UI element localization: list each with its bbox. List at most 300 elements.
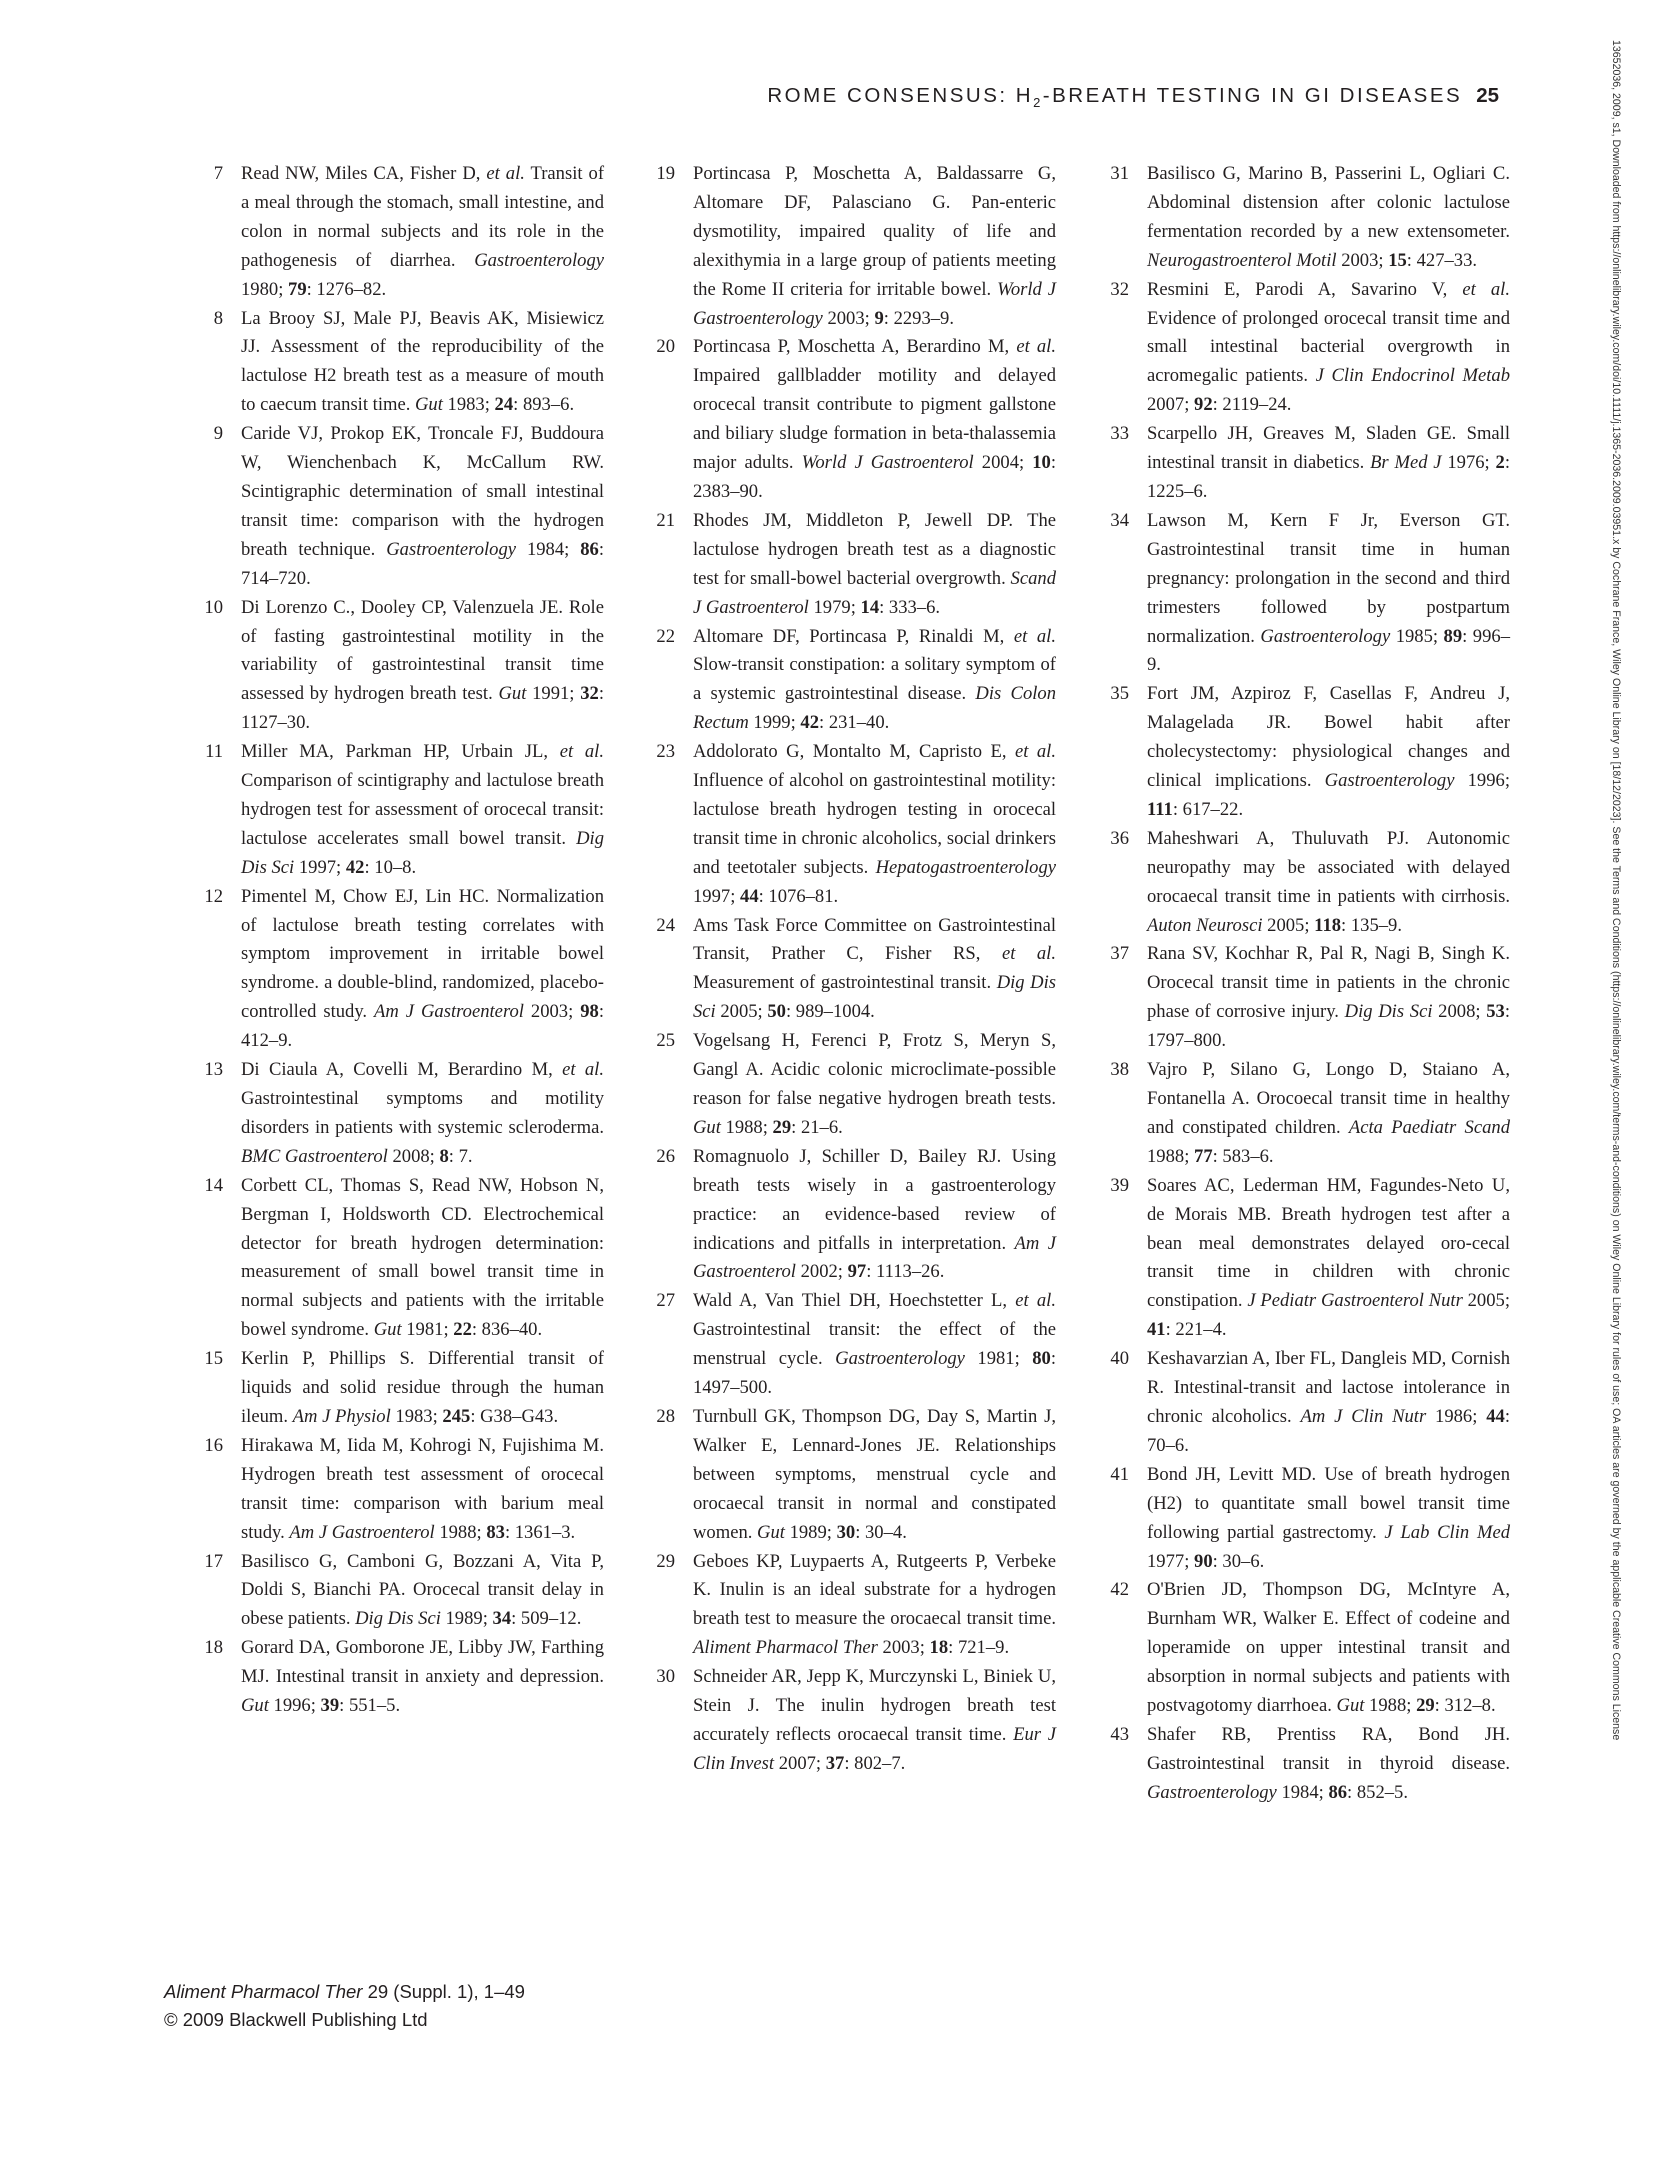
reference-title: Slow-transit constipation: a solitary symptom of a systemic gastrointestinal disease. — [693, 654, 1056, 705]
reference-journal: Eur J Clin Invest — [693, 1723, 1056, 1774]
reference-entry — [651, 1663, 1056, 1779]
reference-title: Influence of alcohol on gastrointestinal motility: lactulose breath hydrogen testing in orocecal transit time in chronic alcoholics, social drinkers and teetotaler subjects. — [693, 770, 1056, 878]
reference-title: Abdominal distension after colonic lactulose fermentation recorded by a new extensometer. — [1147, 191, 1510, 242]
reference-volume: 44 — [740, 885, 759, 907]
reference-authors: Addolorato G, Montalto M, Capristo E, — [693, 741, 1015, 763]
reference-volume: 89 — [1443, 625, 1463, 647]
reference-title: Orocecal transit delay in obese patients. — [241, 1579, 604, 1630]
download-notice: 13652036, 2009, s1, Downloaded from https://onlinelibrary.wiley.com/doi/10.1111/j.1365-2036.2009.03951.x by Cochrane France, Wiley Online Library on [18/12/2023]. See the Terms and Conditions (https://onlinelibrary.wiley.com/terms-and-conditions) on Wiley Online Library for rules of use; OA articles are governed by the applicable Creative Commons License — [1610, 40, 1622, 1741]
reference-pages: : 617–22. — [1172, 798, 1244, 820]
reference-pages: : 1497–500. — [693, 1348, 1056, 1399]
reference-volume: 50 — [767, 1001, 786, 1023]
reference-pages: : 70–6. — [1147, 1405, 1510, 1456]
reference-journal: Dig Dis Sci — [693, 972, 1056, 1023]
reference-entry — [651, 1143, 1056, 1288]
reference-title: Intestinal transit in anxiety and depression. — [269, 1666, 604, 1688]
reference-title: Gastrointestinal transit time in human pregnancy: prolongation in the second and third trimesters followed by postpartum normalization. — [1147, 538, 1510, 647]
reference-year: 2003; — [877, 1637, 930, 1659]
reference-number: 15 — [204, 1348, 223, 1370]
reference-year: 1996; — [1454, 770, 1510, 792]
reference-authors: O'Brien JD, Thompson DG, McIntyre A, Burnham WR, Walker E. — [1147, 1579, 1510, 1630]
reference-journal: Gut — [498, 683, 527, 705]
reference-entry — [1105, 940, 1510, 1056]
reference-authors: Fort JM, Azpiroz F, Casellas F, Andreu J, Malagelada JR. — [1147, 683, 1510, 734]
reference-year: 1989; — [784, 1521, 837, 1543]
reference-entry — [1105, 1172, 1510, 1345]
reference-year: 1985; — [1390, 625, 1444, 647]
footer-issue: 29 (Suppl. 1), 1–49 — [362, 1981, 525, 2002]
reference-entry — [1105, 1721, 1510, 1808]
reference-number: 34 — [1110, 509, 1129, 531]
reference-authors: Rhodes JM, Middleton P, Jewell DP. — [693, 509, 1014, 531]
reference-journal: Auton Neurosci — [1147, 914, 1263, 936]
reference-title: Impaired gallbladder motility and delayed orocecal transit contribute to pigment gallstone and biliary sludge formation in beta-thalassemia major adults. — [693, 365, 1056, 474]
reference-authors: Vogelsang H, Ferenci P, Frotz S, Meryn S, Gangl A. — [693, 1030, 1056, 1081]
reference-et-al: et al. — [486, 163, 525, 184]
reference-entry — [199, 1345, 604, 1432]
reference-year: 1988; — [720, 1116, 773, 1138]
reference-authors: Portincasa P, Moschetta A, Baldassarre G, Altomare DF, Palasciano G. — [693, 163, 1056, 213]
reference-entry — [651, 333, 1056, 506]
reference-year: 1980; — [241, 278, 289, 300]
reference-number: 38 — [1110, 1059, 1129, 1081]
reference-journal: Aliment Pharmacol Ther — [693, 1637, 878, 1659]
reference-number: 43 — [1110, 1723, 1129, 1745]
reference-volume: 77 — [1194, 1145, 1213, 1167]
reference-entry — [1105, 160, 1510, 276]
reference-journal: Am J Clin Nutr — [1300, 1405, 1427, 1427]
reference-journal: BMC Gastroenterol — [241, 1145, 388, 1167]
reference-authors: Bond JH, Levitt MD. — [1147, 1463, 1317, 1485]
reference-volume: 80 — [1032, 1348, 1051, 1370]
reference-volume: 111 — [1147, 798, 1173, 820]
reference-authors: Maheshwari A, Thuluvath PJ. — [1147, 827, 1410, 849]
reference-year: 1977; — [1147, 1550, 1195, 1572]
reference-authors: Corbett CL, Thomas S, Read NW, Hobson N, Bergman I, Holdsworth CD. — [241, 1174, 604, 1225]
reference-volume: 2 — [1495, 452, 1505, 474]
reference-number: 20 — [656, 336, 675, 358]
reference-pages: : 583–6. — [1212, 1145, 1274, 1167]
reference-journal: Gastroenterology — [386, 538, 517, 560]
reference-number: 27 — [656, 1290, 675, 1312]
reference-year: 1984; — [516, 538, 581, 560]
reference-authors: Lawson M, Kern F Jr, Everson GT. — [1147, 509, 1510, 531]
reference-volume: 30 — [836, 1521, 856, 1543]
reference-number: 7 — [213, 163, 223, 184]
reference-volume: 29 — [772, 1116, 792, 1138]
reference-year: 1988; — [1364, 1695, 1417, 1717]
reference-pages: : 427–33. — [1406, 249, 1478, 271]
reference-pages: : 10–8. — [364, 856, 417, 878]
reference-number: 9 — [213, 423, 223, 445]
reference-journal: J Pediatr Gastroenterol Nutr — [1247, 1290, 1463, 1312]
reference-authors: Kerlin P, Phillips S. — [241, 1348, 415, 1370]
reference-journal: Am J Gastroenterol — [693, 1232, 1057, 1283]
reference-title: Use of breath hydrogen (H2) to quantitate small bowel transit time following partial gastrectomy. — [1147, 1463, 1510, 1543]
reference-title: Comparison of scintigraphy and lactulose breath hydrogen test for assessment of orocecal transit: lactulose accelerates small bowel transit. — [241, 770, 604, 849]
reference-authors: Keshavarzian A, Iber FL, Dangleis MD, Cornish R. — [1147, 1348, 1510, 1399]
reference-pages: : 231–40. — [819, 712, 890, 734]
running-header-title: ROME CONSENSUS: $H_2$-BREATH TESTING IN GI DISEASES — [767, 84, 1463, 111]
reference-journal: Gastroenterology — [835, 1348, 965, 1370]
reference-volume: 29 — [1416, 1695, 1435, 1717]
reference-title: Assessment of the reproducibility of the lactulose H2 breath test as a measure of mouth to caecum transit time. — [241, 336, 604, 416]
reference-entry — [651, 912, 1056, 1028]
reference-entry — [1105, 825, 1510, 941]
reference-number: 8 — [213, 307, 223, 329]
reference-number: 17 — [204, 1550, 223, 1572]
reference-volume: 39 — [320, 1695, 340, 1717]
reference-entry — [1105, 1056, 1510, 1172]
reference-pages: : 893–6. — [513, 394, 575, 416]
reference-authors: Hirakawa M, Iida M, Kohrogi N, Fujishima M. — [241, 1434, 604, 1456]
reference-authors: Ams Task Force Committee on Gastrointestinal Transit, Prather C, Fisher RS, — [693, 914, 1056, 965]
reference-entry — [199, 420, 604, 593]
reference-column-3 — [1105, 160, 1510, 1808]
reference-year: 2003; — [523, 1001, 581, 1023]
reference-title: Role of fasting gastrointestinal motility in the variability of gastrointestinal transit time assessed by hydrogen breath test. — [241, 596, 604, 705]
reference-volume: 98 — [580, 1001, 599, 1023]
footer-copyright: © 2009 Blackwell Publishing Ltd — [164, 2009, 428, 2030]
reference-year: 2003; — [822, 307, 875, 329]
reference-number: 40 — [1110, 1348, 1129, 1370]
reference-entry — [199, 883, 604, 1056]
reference-authors: Pimentel M, Chow EJ, Lin HC. — [241, 885, 490, 907]
reference-number: 32 — [1110, 278, 1129, 300]
reference-authors: Romagnuolo J, Schiller D, Bailey RJ. — [693, 1145, 1002, 1167]
reference-year: 1988; — [1147, 1145, 1195, 1167]
reference-year: 1988; — [434, 1521, 487, 1543]
reference-entry — [199, 1172, 604, 1345]
reference-title: Evidence of prolonged orocecal transit time and small intestinal bacterial overgrowth in acromegalic patients. — [1147, 307, 1510, 387]
reference-column-2 — [651, 160, 1056, 1779]
reference-title: Orocecal transit time in patients in the chronic phase of corrosive injury. — [1147, 972, 1510, 1023]
reference-year: 2002; — [795, 1261, 848, 1283]
reference-year: 1999; — [748, 712, 801, 734]
reference-pages: : 30–4. — [855, 1521, 907, 1543]
reference-title: Gastrointestinal transit in thyroid disease. — [1147, 1752, 1510, 1774]
reference-number: 11 — [205, 741, 223, 763]
reference-year: 2008; — [1432, 1001, 1487, 1023]
reference-journal: Am J Gastroenterol — [289, 1521, 435, 1543]
reference-journal: Hepatogastroenterology — [875, 856, 1056, 878]
reference-volume: 53 — [1486, 1001, 1505, 1023]
reference-entry — [651, 738, 1056, 911]
footer-journal: Aliment Pharmacol Ther — [164, 1981, 363, 2002]
reference-volume: 92 — [1194, 394, 1213, 416]
reference-journal: Gut — [241, 1695, 269, 1717]
reference-journal: Gastroenterology — [1147, 1781, 1277, 1803]
reference-title: Electrochemical detector for breath hydrogen determination: measurement of small bowel transit time in normal subjects and patients with the irritable bowel syndrome. — [241, 1203, 604, 1341]
reference-pages: : 1076–81. — [758, 885, 839, 907]
reference-entry — [199, 160, 604, 305]
reference-pages: : 1127–30. — [241, 683, 604, 734]
reference-pages: : 21–6. — [791, 1116, 843, 1138]
reference-journal: Neurogastroenterol Motil — [1147, 249, 1337, 271]
reference-authors: Scarpello JH, Greaves M, Sladen GE. — [1147, 423, 1457, 445]
reference-entry — [199, 594, 604, 739]
reference-title: Gastrointestinal transit: the effect of the menstrual cycle. — [693, 1319, 1056, 1370]
reference-journal: Gut — [373, 1319, 402, 1341]
reference-number: 18 — [204, 1637, 223, 1659]
reference-journal: Dig Dis Sci — [355, 1608, 441, 1630]
reference-title: Differential transit of liquids and solid residue through the human ileum. — [241, 1348, 604, 1427]
reference-authors: Geboes KP, Luypaerts A, Rutgeerts P, Verbeke K. — [693, 1550, 1056, 1601]
reference-volume: 15 — [1388, 249, 1407, 271]
reference-entry — [1105, 1576, 1510, 1721]
reference-title: Orocoecal transit time in healthy and constipated children. — [1147, 1088, 1511, 1138]
reference-volume: 9 — [874, 307, 884, 329]
reference-number: 16 — [204, 1434, 223, 1456]
reference-entry — [1105, 507, 1510, 680]
reference-title: Inulin is an ideal substrate for a hydrogen breath test to measure the orocaecal transit time. — [693, 1579, 1056, 1630]
reference-volume: 18 — [929, 1637, 949, 1659]
reference-authors: Di Ciaula A, Covelli M, Berardino M, — [241, 1059, 563, 1081]
page-number: 25 — [1476, 84, 1499, 107]
reference-entry — [199, 1056, 604, 1172]
reference-entry — [651, 160, 1056, 333]
reference-journal: Dig Dis Sci — [241, 827, 604, 878]
reference-number: 28 — [656, 1405, 675, 1427]
reference-number: 39 — [1110, 1174, 1129, 1196]
reference-year: 1983; — [442, 394, 495, 416]
reference-column-1 — [199, 160, 604, 1721]
reference-pages: : 312–8. — [1434, 1695, 1496, 1717]
reference-pages: : 333–6. — [879, 596, 941, 618]
reference-et-al: et al. — [1462, 278, 1510, 300]
reference-pages: : 1276–82. — [306, 278, 387, 300]
reference-et-al: et al. — [1013, 625, 1056, 647]
reference-et-al: et al. — [1015, 1290, 1056, 1312]
reference-number: 35 — [1110, 683, 1129, 705]
reference-number: 37 — [1110, 943, 1129, 965]
reference-year: 2007; — [1147, 394, 1195, 416]
reference-year: 2005; — [1262, 914, 1315, 936]
reference-entry — [199, 1548, 604, 1635]
reference-number: 26 — [656, 1145, 675, 1167]
reference-authors: Altomare DF, Portincasa P, Rinaldi M, — [693, 625, 1014, 647]
reference-year: 1996; — [268, 1695, 321, 1717]
reference-authors: Rana SV, Kochhar R, Pal R, Nagi B, Singh K. — [1147, 943, 1510, 965]
reference-pages: : 551–5. — [339, 1695, 401, 1717]
reference-entry — [1105, 276, 1510, 421]
reference-journal: Dig Dis Sci — [1344, 1001, 1433, 1023]
reference-entry — [199, 738, 604, 883]
reference-entry — [651, 1287, 1056, 1403]
reference-pages: : 714–720. — [241, 538, 604, 589]
reference-number: 42 — [1110, 1579, 1129, 1601]
reference-pages: : 412–9. — [241, 1001, 604, 1052]
reference-title: Normalization of lactulose breath testing correlates with symptom improvement in irritable bowel syndrome. a double-blind, randomized, placebo-controlled study. — [241, 885, 604, 1023]
reference-title: Using breath tests wisely in a gastroenterology practice: an evidence-based review of indications and pitfalls in interpretation. — [693, 1145, 1056, 1254]
reference-journal: Gut — [1336, 1695, 1365, 1717]
reference-volume: 42 — [345, 856, 365, 878]
reference-year: 1981; — [964, 1348, 1033, 1370]
reference-pages: : 721–9. — [948, 1637, 1010, 1659]
reference-title: Breath hydrogen test after a bean meal demonstrates delayed oro-cecal transit time in children with chronic constipation. — [1147, 1203, 1510, 1312]
reference-entry — [1105, 420, 1510, 507]
reference-journal: Gut — [415, 394, 443, 416]
reference-number: 31 — [1110, 163, 1129, 184]
reference-et-al: et al. — [1014, 741, 1056, 763]
reference-number: 24 — [656, 914, 675, 936]
reference-journal: World J Gastroenterol — [801, 452, 974, 474]
reference-volume: 79 — [288, 278, 307, 300]
reference-et-al: et al. — [559, 741, 604, 763]
reference-entry — [1105, 1461, 1510, 1577]
reference-pages: : 852–5. — [1347, 1781, 1408, 1803]
reference-pages: : 1225–6. — [1147, 452, 1510, 502]
reference-title: Small intestinal transit in diabetics. — [1147, 423, 1510, 474]
reference-pages: : 996–9. — [1147, 625, 1510, 676]
reference-journal: Gastroenterology — [1324, 770, 1455, 792]
reference-year: 2005; — [1462, 1290, 1510, 1312]
reference-pages: : 802–7. — [844, 1752, 906, 1774]
reference-title: Effect of codeine and loperamide on upper intestinal transit and absorption in normal subjects and patients with postvagotomy diarrhoea. — [1147, 1608, 1510, 1717]
reference-number: 10 — [204, 596, 223, 618]
reference-year: 1991; — [526, 683, 581, 705]
reference-pages: : 1113–26. — [866, 1261, 945, 1283]
reference-et-al: et al. — [1001, 943, 1056, 965]
reference-authors: Read NW, Miles CA, Fisher D, — [241, 163, 487, 184]
reference-number: 21 — [656, 509, 675, 531]
reference-authors: Vajro P, Silano G, Longo D, Staiano A, Fontanella A. — [1147, 1059, 1510, 1109]
reference-authors: Di Lorenzo C., Dooley CP, Valenzuela JE. — [241, 596, 563, 618]
reference-year: 1979; — [808, 596, 861, 618]
reference-et-al: et al. — [562, 1059, 604, 1081]
reference-pages: : 2293–9. — [883, 307, 954, 329]
reference-number: 25 — [656, 1030, 675, 1052]
reference-year: 2007; — [774, 1752, 826, 1774]
reference-journal: Gut — [693, 1116, 721, 1138]
reference-pages: : 2383–90. — [693, 452, 1057, 502]
reference-volume: 8 — [439, 1145, 449, 1167]
reference-number: 33 — [1110, 423, 1129, 445]
reference-number: 14 — [204, 1174, 223, 1196]
reference-journal: Gut — [757, 1521, 785, 1543]
reference-entry — [651, 1403, 1056, 1548]
reference-title: Acidic colonic microclimate-possible reason for false negative hydrogen breath tests. — [693, 1059, 1056, 1109]
reference-pages: : 989–1004. — [785, 1001, 875, 1023]
reference-entry — [199, 1432, 604, 1548]
reference-volume: 34 — [492, 1608, 512, 1630]
reference-entry — [1105, 680, 1510, 825]
reference-number: 23 — [656, 741, 675, 763]
reference-journal: Scand J Gastroenterol — [693, 567, 1056, 618]
reference-entry — [199, 1634, 604, 1721]
reference-year: 2004; — [973, 452, 1033, 474]
reference-entry — [651, 1548, 1056, 1664]
footer-citation — [164, 1978, 525, 2006]
reference-pages: : 221–4. — [1165, 1319, 1227, 1341]
reference-number: 13 — [204, 1059, 223, 1081]
page-footer — [164, 1978, 525, 2034]
reference-pages: : G38–G43. — [470, 1405, 559, 1427]
reference-year: 1997; — [294, 856, 346, 878]
reference-year: 1984; — [1276, 1781, 1329, 1803]
reference-volume: 42 — [800, 712, 820, 734]
reference-volume: 90 — [1194, 1550, 1213, 1572]
reference-authors: Wald A, Van Thiel DH, Hoechstetter L, — [693, 1290, 1016, 1312]
reference-title: Relationships between symptoms, menstrual cycle and orocaecal transit in normal and constipated women. — [693, 1434, 1056, 1543]
reference-title: The inulin hydrogen breath test accurately reflects orocaecal transit time. — [693, 1695, 1056, 1745]
reference-number: 22 — [656, 625, 675, 647]
reference-volume: 22 — [453, 1319, 472, 1341]
reference-number: 12 — [204, 885, 223, 907]
running-header — [767, 84, 1499, 110]
reference-entry — [651, 1027, 1056, 1143]
reference-volume: 44 — [1486, 1405, 1505, 1427]
reference-volume: 97 — [847, 1261, 867, 1283]
reference-year: 2003; — [1336, 249, 1389, 271]
reference-number: 30 — [656, 1666, 675, 1688]
reference-journal: World J Gastroenterology — [693, 278, 1056, 329]
reference-title: Gastrointestinal symptoms and motility disorders in patients with systemic scleroderma. — [241, 1088, 604, 1138]
reference-pages: : 7. — [448, 1145, 473, 1167]
reference-title: Transit of a meal through the stomach, small intestine, and colon in normal subjects and its role in the pathogenesis of diarrhea. — [241, 163, 605, 271]
reference-authors: Portincasa P, Moschetta A, Berardino M, — [693, 336, 1017, 358]
reference-title: Measurement of gastrointestinal transit. — [693, 972, 997, 994]
reference-title: Scintigraphic determination of small intestinal transit time: comparison with the hydrogen breath technique. — [241, 480, 604, 560]
reference-journal: Acta Paediatr Scand — [1348, 1116, 1510, 1138]
reference-volume: 10 — [1032, 452, 1051, 474]
reference-title: Bowel habit after cholecystectomy: physiological changes and clinical implications. — [1147, 712, 1510, 792]
reference-year: 1983; — [390, 1405, 443, 1427]
reference-pages: : 30–6. — [1212, 1550, 1265, 1572]
reference-pages: : 2119–24. — [1212, 394, 1292, 416]
reference-volume: 245 — [442, 1405, 471, 1427]
reference-journal: Gastroenterology — [474, 249, 604, 271]
reference-authors: Turnbull GK, Thompson DG, Day S, Martin J, Walker E, Lennard-Jones JE. — [693, 1405, 1056, 1456]
reference-entry — [1105, 1345, 1510, 1461]
reference-volume: 86 — [1328, 1781, 1348, 1803]
reference-authors: Gorard DA, Gomborone JE, Libby JW, Farthing MJ. — [241, 1637, 604, 1688]
reference-year: 1997; — [693, 885, 741, 907]
reference-pages: : 836–40. — [471, 1319, 543, 1341]
reference-title: Pan-enteric dysmotility, impaired quality of life and alexithymia in a large group of patients meeting the Rome II criteria for irritable bowel. — [693, 191, 1056, 300]
reference-volume: 86 — [580, 538, 599, 560]
reference-entry — [651, 507, 1056, 623]
reference-year: 1986; — [1426, 1405, 1487, 1427]
reference-journal: Dis Colon Rectum — [693, 683, 1056, 734]
reference-volume: 32 — [580, 683, 599, 705]
reference-journal: Am J Physiol — [292, 1405, 391, 1427]
reference-number: 29 — [656, 1550, 675, 1572]
reference-authors: Resmini E, Parodi A, Savarino V, — [1147, 278, 1463, 300]
reference-authors: Schneider AR, Jepp K, Murczynski L, Biniek U, Stein J. — [693, 1666, 1056, 1717]
reference-number: 19 — [656, 163, 675, 184]
reference-pages: : 1361–3. — [504, 1521, 576, 1543]
reference-year: 2008; — [387, 1145, 440, 1167]
reference-authors: Basilisco G, Marino B, Passerini L, Ogliari C. — [1147, 163, 1510, 184]
reference-year: 1976; — [1441, 452, 1496, 474]
reference-authors: Caride VJ, Prokop EK, Troncale FJ, Buddoura W, Wienchenbach K, McCallum RW. — [241, 423, 604, 474]
reference-journal: J Lab Clin Med — [1384, 1521, 1510, 1543]
reference-authors: Shafer RB, Prentiss RA, Bond JH. — [1147, 1723, 1510, 1745]
reference-et-al: et al. — [1016, 336, 1056, 358]
reference-volume: 14 — [860, 596, 880, 618]
reference-volume: 118 — [1314, 914, 1342, 936]
reference-journal: J Clin Endocrinol Metab — [1315, 365, 1510, 387]
reference-volume: 24 — [494, 394, 514, 416]
reference-pages: : 1797–800. — [1147, 1001, 1510, 1052]
reference-number: 41 — [1110, 1463, 1129, 1485]
reference-entry — [199, 305, 604, 421]
reference-number: 36 — [1110, 827, 1129, 849]
reference-entry — [651, 623, 1056, 739]
reference-title: The lactulose hydrogen breath test as a diagnostic test for small-bowel bacterial overgrowth. — [693, 509, 1056, 589]
reference-title: Autonomic neuropathy may be associated with delayed orocaecal transit time in patients with cirrhosis. — [1147, 827, 1510, 907]
